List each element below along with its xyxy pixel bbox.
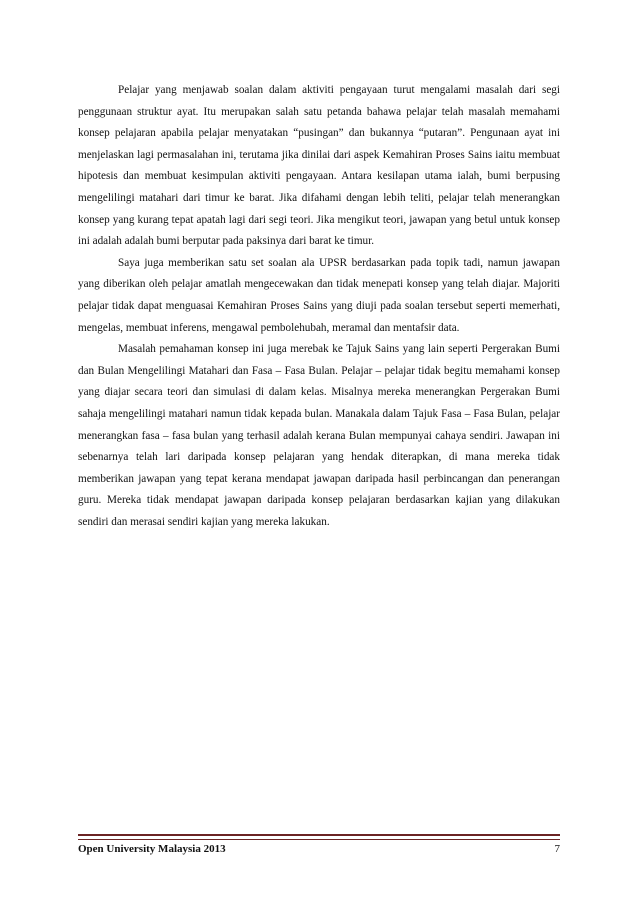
footer-rule-thick <box>78 834 560 836</box>
paragraph-2: Saya juga memberikan satu set soalan ala UPSR berdasarkan pada topik tadi, namun jawapan yang diberikan oleh pelajar amatlah mengecewakan dan tidak menepati konsep yang telah diajar. Majoriti pelajar tidak dapat menguasai Kemahiran Proses Sains yang diuji pada soalan tersebut seperti memerhati, mengelas, membuat inferens, mengawal pembolehubah, meramal dan mentafsir data. <box>78 256 560 334</box>
page-number: 7 <box>554 843 560 855</box>
footer-rule-thin <box>78 839 560 840</box>
footer-institution: Open University Malaysia 2013 <box>78 843 226 855</box>
paragraph-1: Pelajar yang menjawab soalan dalam aktiviti pengayaan turut mengalami masalah dari segi penggunaan struktur ayat. Itu merupakan salah satu petanda bahawa pelajar telah masalah memahami konsep pelajaran apabila pelajar menyatakan “pusingan” dan bukannya “putaran”. Pengunaan ayat ini menjelaskan lagi permasalahan ini, terutama jika dinilai dari aspek Kemahiran Proses Sains iaitu membuat hipotesis dan membuat kesimpulan aktiviti pengayaan. Antara kesilapan utama ialah, bumi berpusing mengelilingi matahari dari timur ke barat. Jika difahami dengan lebih teliti, pelajar telah menerangkan konsep yang kurang tepat apatah lagi dari segi teori. Jika mengikut teori, jawapan yang betul untuk konsep ini adalah adalah bumi berputar pada paksinya dari barat ke timur. <box>78 84 560 248</box>
body-text <box>78 80 560 533</box>
paragraph-3: Masalah pemahaman konsep ini juga merebak ke Tajuk Sains yang lain seperti Pergerakan Bumi dan Bulan Mengelilingi Matahari dan Fasa – Fasa Bulan. Pelajar – pelajar tidak begitu memahami konsep yang diajar secara teori dan simulasi di dalam kelas. Misalnya mereka menerangkan Pergerakan Bumi sahaja mengelilingi matahari namun tidak kepada bulan. Manakala dalam Tajuk Fasa – Fasa Bulan, pelajar menerangkan fasa – fasa bulan yang terhasil adalah kerana Bulan mempunyai cahaya sendiri. Jawapan ini sebenarnya telah lari daripada konsep pelajaran yang hendak diterapkan, di mana mereka tidak memberikan jawapan yang tepat kerana mendapat jawapan daripada hasil perbincangan dan penerangan guru. Mereka tidak mendapat jawapan daripada konsep pelajaran berdasarkan kajian yang dilakukan sendiri dan merasai sendiri kajian yang mereka lakukan. <box>78 343 560 528</box>
